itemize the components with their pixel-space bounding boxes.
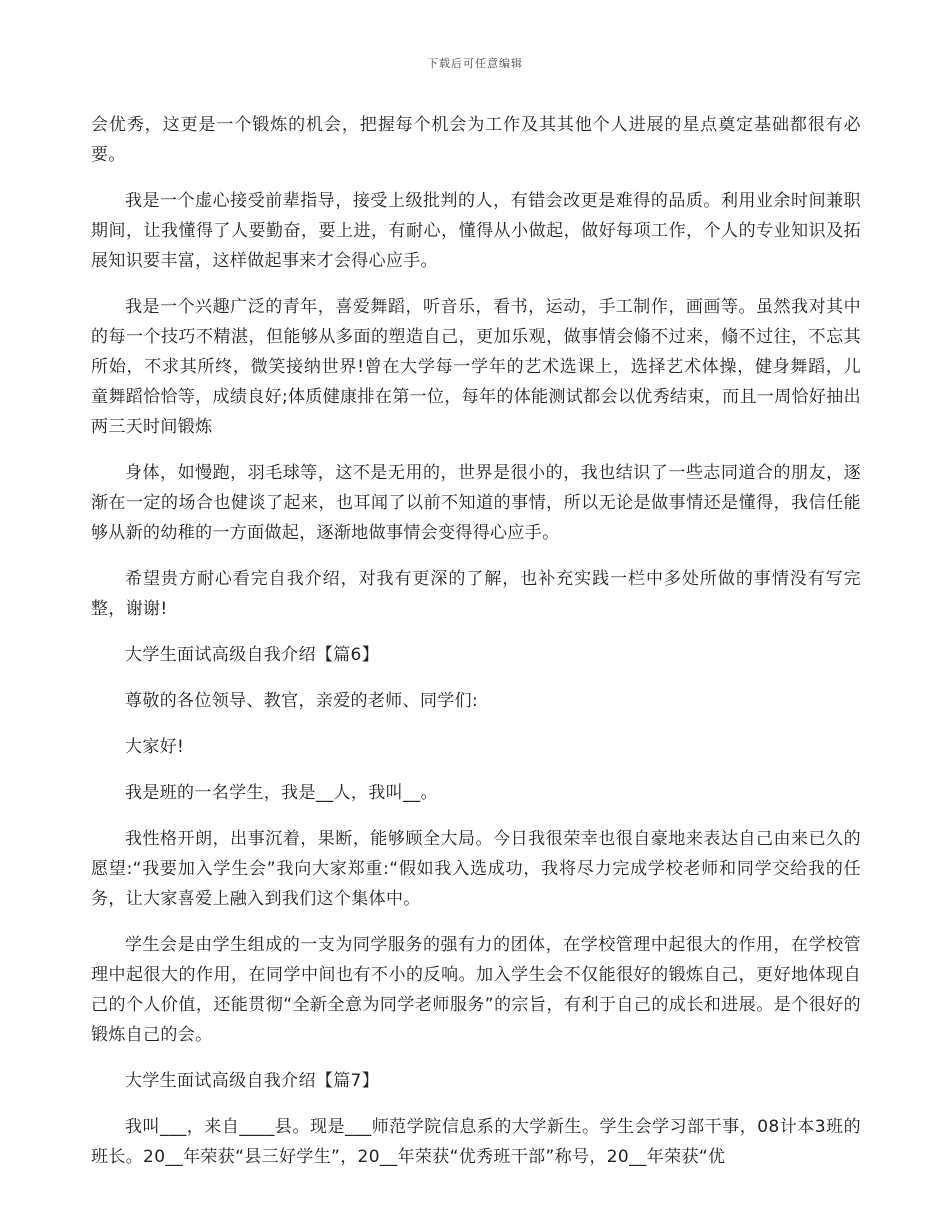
paragraph: 我是一个虚心接受前辈指导，接受上级批判的人，有错会改更是难得的品质。利用业余时间兼职期间，让我懂得了人要勤奋，要上进，有耐心，懂得从小做起，做好每项工作，个人的专业知识及拓展知识要丰富，这样做起事来才会得心应手。 [91, 191, 861, 271]
paragraph: 大家好! [125, 737, 185, 757]
paragraph: 我是班的一名学生，我是__人，我叫__。 [125, 783, 438, 803]
page-header: 下载后可任意编辑 [427, 57, 523, 70]
paragraph: 会优秀，这更是一个锻炼的机会，把握每个机会为工作及其其他个人进展的星点奠定基础都很有必要。 [91, 115, 861, 165]
section-heading: 大学生面试高级自我介绍【篇7】 [125, 1071, 380, 1091]
paragraph: 我性格开朗，出事沉着，果断，能够顾全大局。今日我很荣幸也很自豪地来表达自己由来已久的愿望:“我要加入学生会”我向大家郑重:“假如我入选成功，我将尽力完成学校老师和同学交给我的任务，让大家喜爱上融入到我们这个集体中。 [91, 829, 861, 909]
document-body [91, 110, 861, 1188]
section-heading: 大学生面试高级自我介绍【篇6】 [125, 645, 380, 665]
paragraph: 尊敬的各位领导、教官，亲爱的老师、同学们: [125, 691, 479, 711]
paragraph: 学生会是由学生组成的一支为同学服务的强有力的团体，在学校管理中起很大的作用，在学校管理中起很大的作用，在同学中间也有不小的反响。加入学生会不仅能很好的锻炼自己，更好地体现自己的个人价值，还能贯彻“全新全意为同学老师服务”的宗旨，有利于自己的成长和进展。是个很好的锻炼自己的会。 [91, 935, 861, 1045]
paragraph: 我是一个兴趣广泛的青年，喜爱舞蹈，听音乐，看书，运动，手工制作，画画等。虽然我对其中的每一个技巧不精湛，但能够从多面的塑造自己，更加乐观，做事情会翛不过来，翛不过往，不忘其所始，不求其所终，微笑接纳世界!曾在大学每一学年的艺术选课上，选择艺术体操，健身舞蹈，儿童舞蹈恰恰等，成绩良好;体质健康排在第一位，每年的体能测试都会以优秀结束，而且一周恰好抽出两三天时间锻炼 [91, 297, 861, 437]
paragraph: 我叫___，来自____县。现是___师范学院信息系的大学新生。学生会学习部干事，08计本3班的班长。20__年荣获“县三好学生”，20__年荣获“优秀班干部”称号，20__年荣获“优 [91, 1117, 861, 1167]
paragraph: 希望贵方耐心看完自我介绍，对我有更深的了解，也补充实践一栏中多处所做的事情没有写完整，谢谢! [91, 569, 861, 619]
paragraph: 身体，如慢跑，羽毛球等，这不是无用的，世界是很小的，我也结识了一些志同道合的朋友，逐渐在一定的场合也健谈了起来，也耳闻了以前不知道的事情，所以无论是做事情还是懂得，我信任能够从新的幼稚的一方面做起，逐渐地做事情会变得得心应手。 [91, 463, 861, 543]
